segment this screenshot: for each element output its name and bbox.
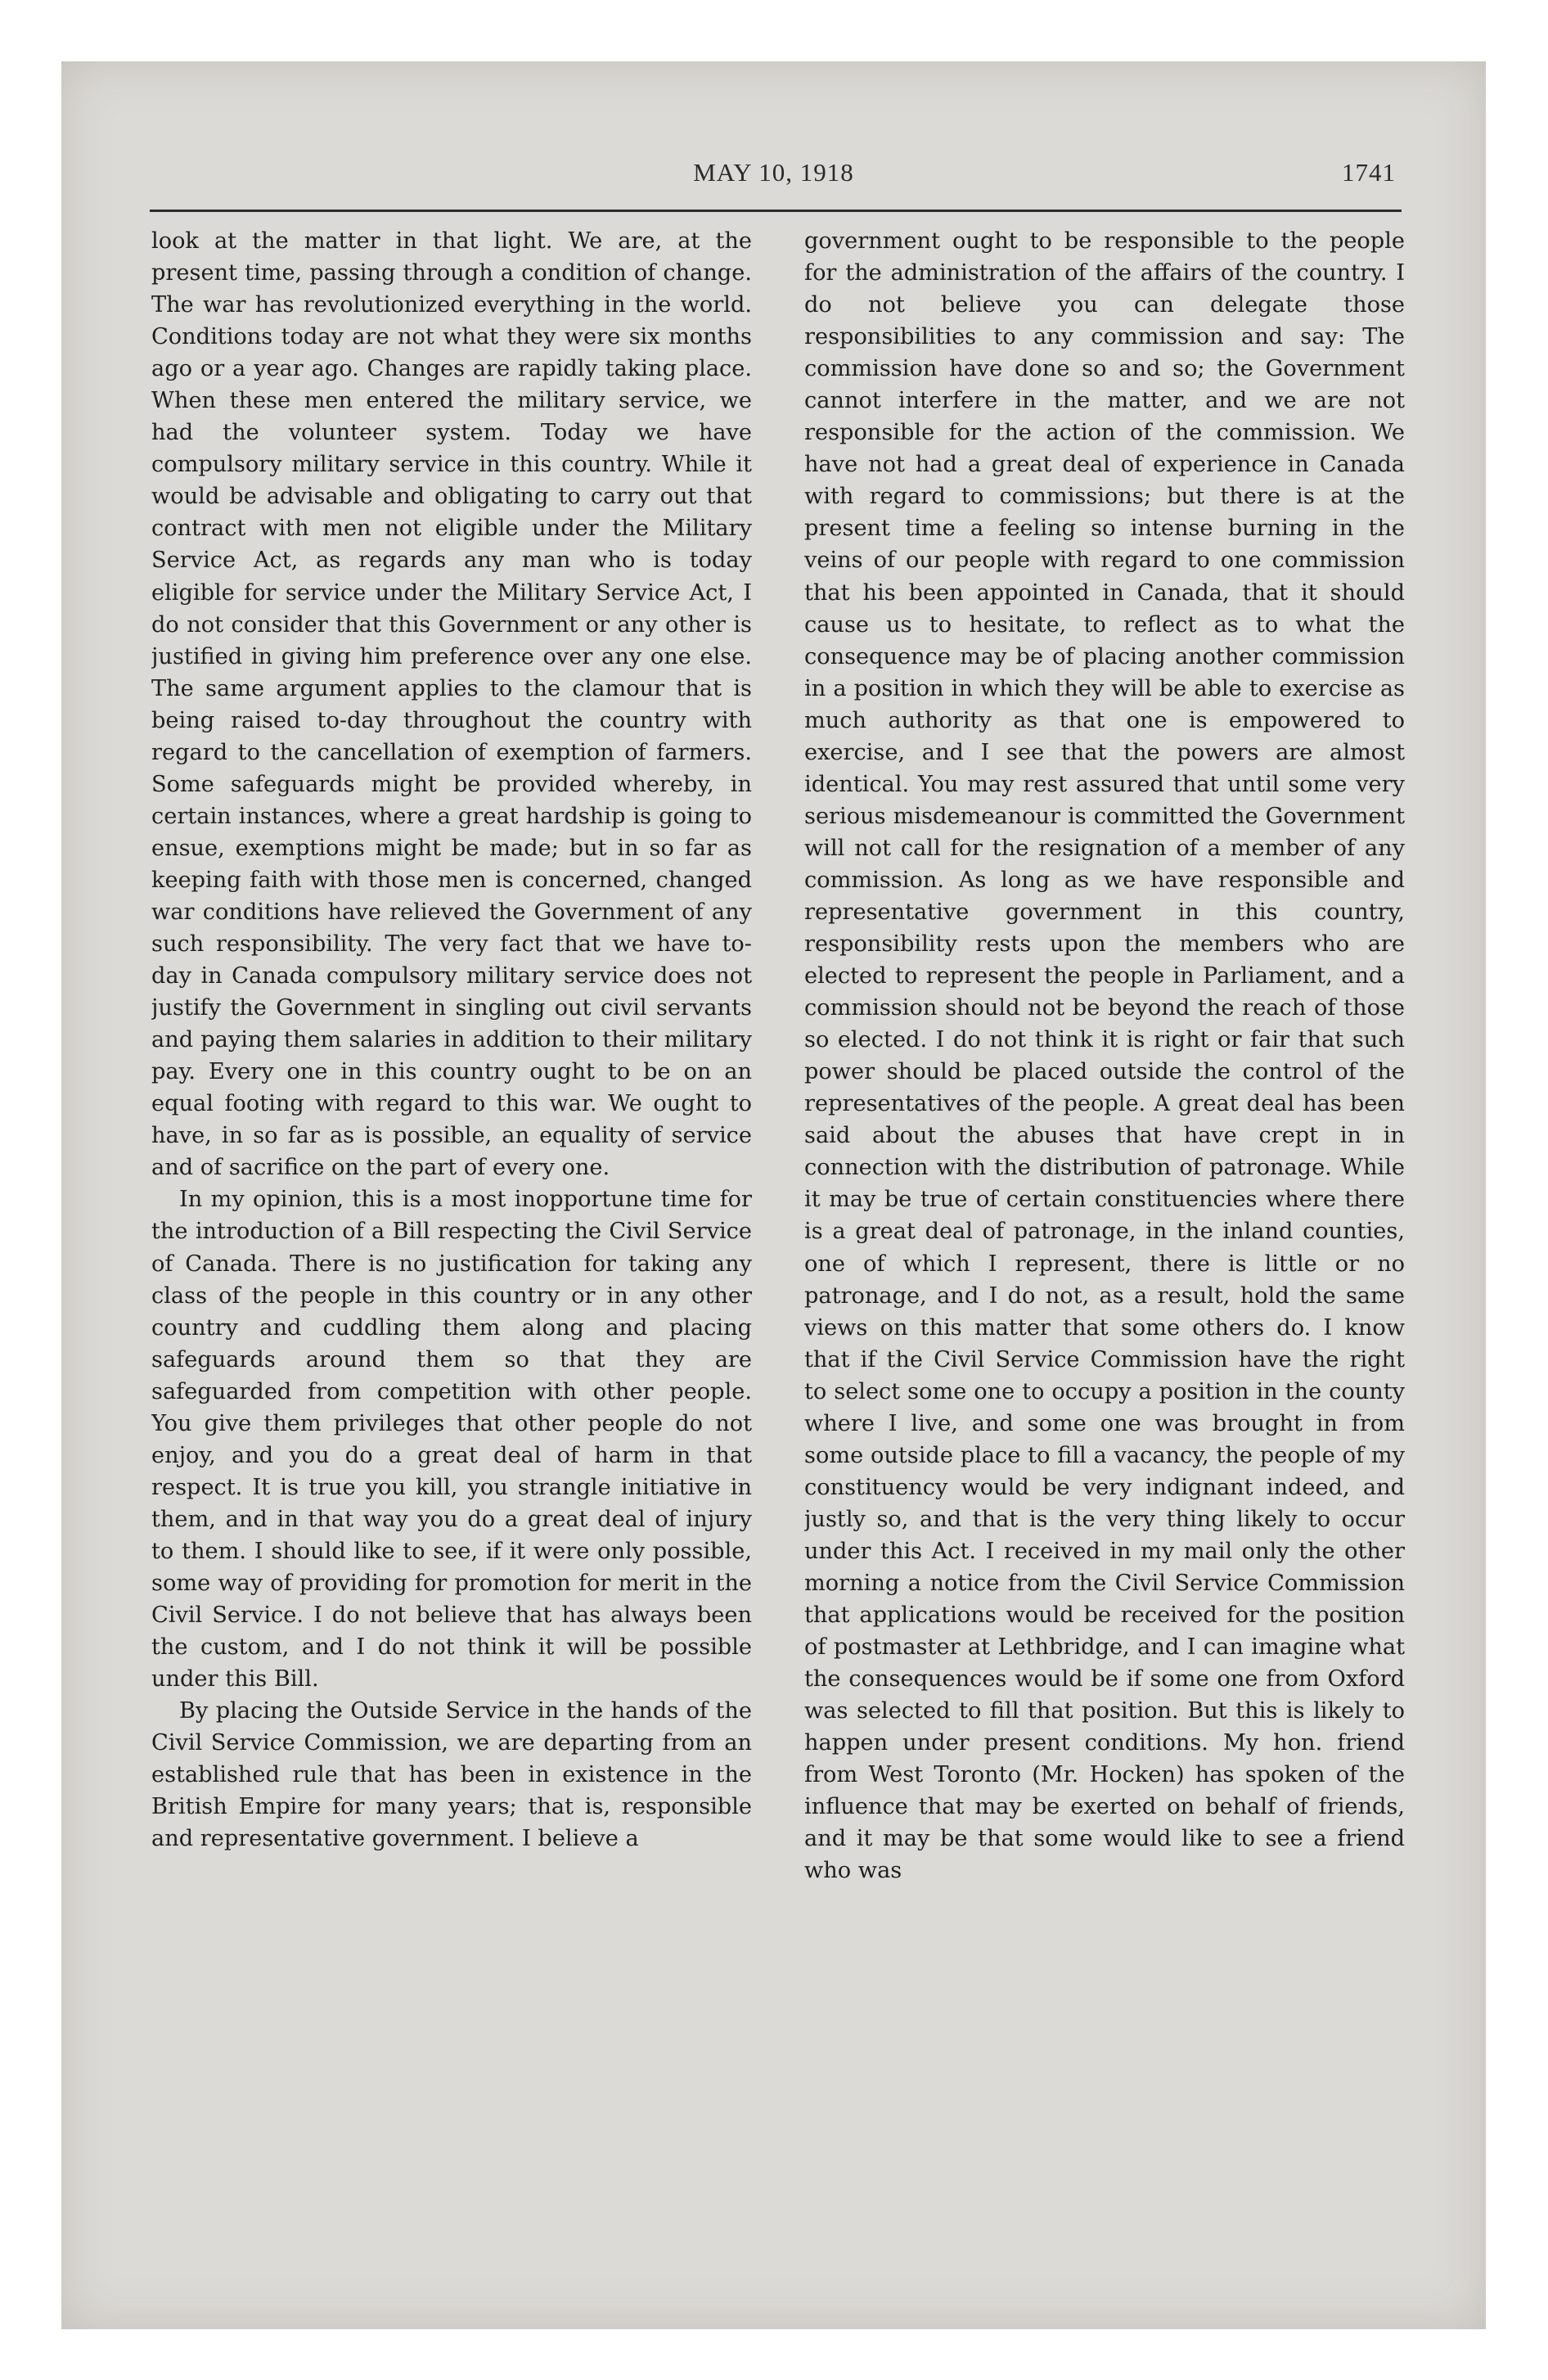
header-rule	[150, 210, 1402, 212]
paragraph: look at the matter in that light. We are, at the present time, passing through a condition of change. The war has revolutionized everything in the world. Conditions today are not what they were six months ago or a year ago. Changes are rapidly taking place. When these men entered the military service, we had the volunteer system. Today we have compulsory military service in this country. While it would be advisable and obligating to carry out that contract with men not eligible under the Military Service Act, as regards any man who is today eligible for service under the Military Service Act, I do not consider that this Government or any other is justified in giving him preference over any one else. The same argument applies to the clamour that is being raised to-day throughout the country with regard to the cancellation of exemption of farmers. Some safeguards might be provided whereby, in certain instances, where a great hardship is going to ensue, exemptions might be made; but in so far as keeping faith with those men is concerned, changed war conditions have relieved the Government of any such responsibility. The very fact that we have to-day in Canada compulsory military service does not justify the Government in singling out civil servants and paying them salaries in addition to their military pay. Every one in this country ought to be on an equal footing with regard to this war. We ought to have, in so far as is possible, an equality of service and of sacrifice on the part of every one.	[151, 228, 752, 1181]
header-date: MAY 10, 1918	[693, 158, 854, 187]
left-column	[151, 225, 752, 2214]
page-number: 1741	[1342, 158, 1396, 187]
paragraph: By placing the Outside Service in the hands of the Civil Service Commission, we are departing from an established rule that has been in existence in the British Empire for many years; that is, responsible and representative government. I believe a	[151, 1698, 752, 1852]
paragraph: In my opinion, this is a most inopportune time for the introduction of a Bill respecting the Civil Service of Canada. There is no justification for taking any class of the people in this country or in any other country and cuddling them along and placing safeguards around them so that they are safeguarded from competition with other people. You give them privileges that other people do not enjoy, and you do a great deal of harm in that respect. It is true you kill, you strangle initiative in them, and in that way you do a great deal of injury to them. I should like to see, if it were only possible, some way of providing for promotion for merit in the Civil Service. I do not believe that has always been the custom, and I do not think it will be possible under this Bill.	[151, 1187, 752, 1693]
paragraph: government ought to be responsible to the people for the administration of the affairs of the country. I do not believe you can delegate those responsibilities to any commission and say: The commission have done so and so; the Government cannot interfere in the matter, and we are not responsible for the action of the commission. We have not had a great deal of experience in Canada with regard to commissions; but there is at the present time a feeling so intense burning in the veins of our people with regard to one commission that his been appointed in Canada, that it should cause us to hesitate, to reflect as to what the consequence may be of placing another commission in a position in which they will be able to exercise as much authority as that one is empowered to exercise, and I see that the powers are almost identical. You may rest assured that until some very serious misdemeanour is committed the Government will not call for the resignation of a member of any commission. As long as we have responsible and representative government in this country, responsibility rests upon the members who are elected to represent the people in Parliament, and a commission should not be beyond the reach of those so elected. I do not think it is right or fair that such power should be placed outside the control of the representatives of the people. A great deal has been said about the abuses that have crept in in connection with the distribution of patronage. While it may be true of certain constituencies where there is a great deal of patronage, in the inland counties, one of which I represent, there is little or no patronage, and I do not, as a result, hold the same views on this matter that some others do. I know that if the Civil Service Commission have the right to select some one to occupy a position in the county where I live, and some one was brought in from some outside place to fill a vacancy, the people of my constituency would be very indignant indeed, and justly so, and that is the very thing likely to occur under this Act. I received in my mail only the other morning a notice from the Civil Service Commission that applications would be received for the position of postmaster at Lethbridge, and I can imagine what the consequences would be if some one from Oxford was selected to fill that position. But this is likely to happen under present conditions. My hon. friend from West Toronto (Mr. Hocken) has spoken of the influence that may be exerted on behalf of friends, and it may be that some would like to see a friend who was	[804, 228, 1405, 1884]
right-column	[804, 225, 1405, 2214]
running-header	[61, 158, 1486, 199]
page	[61, 61, 1486, 2329]
